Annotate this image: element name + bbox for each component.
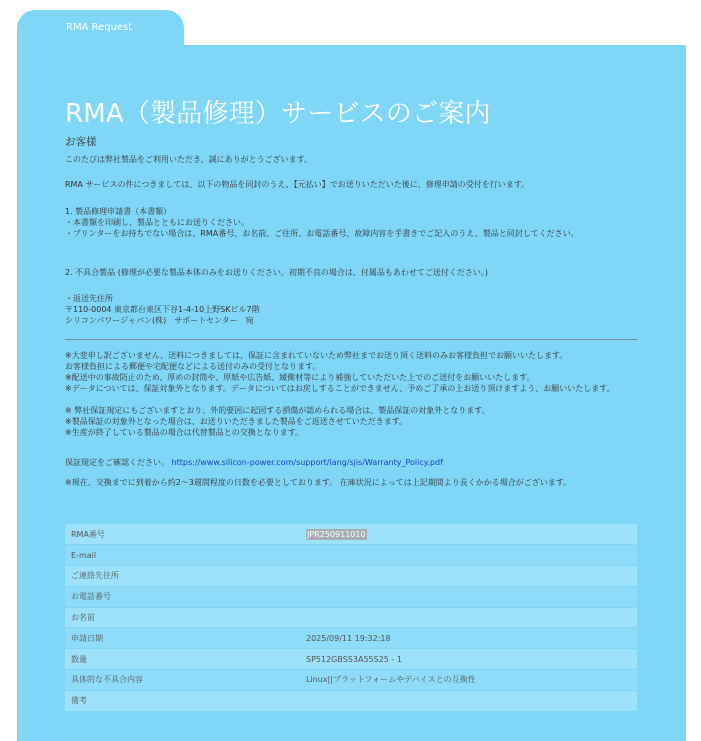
warranty-label: 保証規定をご確認ください。 (65, 458, 169, 467)
intro-text: このたびは弊社製品をご利用いただき、誠にありがとうございます。 (65, 155, 313, 164)
item1-line1: ・本書類を印刷し、製品とともにお送りください。 (65, 218, 249, 227)
rma-number-value: JPR250911010 (307, 529, 366, 539)
lead-time-note: ※現在、交換までに到着から約2～3週間程度の日数を必要としております。 在庫状況によっては上記期間より長くかかる場合がございます。 (65, 478, 572, 487)
rma-number-value-cell (300, 524, 637, 545)
phone-label: お電話番号 (65, 586, 300, 607)
warranty-line (65, 457, 443, 468)
issue-detail-label: 具体的な不具合内容 (65, 670, 300, 691)
name-value (300, 607, 637, 628)
phone-value (300, 586, 637, 607)
address-recipient: シリコンパワージャパン(株) サポートセンター 宛 (65, 316, 254, 325)
item2-text: 2. 不具合製品 (修理が必要な製品本体のみをお送りください。初期不良の場合は、付属品もあわせてご送付ください。) (65, 268, 488, 277)
email-value (300, 545, 637, 566)
tab-label: RMA Request (66, 22, 133, 33)
rma-info-table (65, 524, 637, 712)
email-label: E-mail (65, 545, 300, 566)
quantity-label: 数量 (65, 649, 300, 670)
note-packaging: ※配送中の事故防止のため、厚めの封筒や、厚紙や広告紙、緩衝材等により補強していただいた上でのご送付をお願いいたします。 (65, 373, 535, 382)
address-postal: 〒110-0004 東京都台東区下谷1-4-10上野SKビル7階 (65, 305, 260, 314)
tab-rma-request[interactable] (17, 10, 184, 46)
item1-line2: ・プリンターをお持ちでない場合は、RMA番号、お名前、ご住所、お電話番号、故障内容を手書きでご記入のうえ、製品と同封してください。 (65, 229, 579, 238)
table-row (65, 690, 637, 711)
warranty-policy-link[interactable]: https://www.silicon-power.com/support/lang/sjis/Warranty_Policy.pdf (171, 458, 443, 467)
note-shipping-cost: ※大変申し訳ございません、送料につきましては、保証に含まれていないため弊社までお送り頂く送料のみお客様負担でお願いいたします。 (65, 351, 568, 360)
table-row (65, 566, 637, 587)
remarks-label: 備考 (65, 690, 300, 711)
application-date-label: 申請日期 (65, 628, 300, 649)
note-data: ※データについては、保証対象外となります。データについてはお戻しすることができません、予めご了承の上お送り頂けますよう、お願いいたします。 (65, 384, 615, 393)
address-label: ・返送先住所 (65, 294, 113, 303)
table-row (65, 670, 637, 691)
table-row (65, 524, 637, 545)
note-return: ※製品保証の対象外となった場合は、お送りいただきました製品をご返送させていただきます。 (65, 417, 408, 426)
item1-title: 1. 製品修理申請書（本書類） (65, 207, 172, 216)
page-title: RMA（製品修理）サービスのご案内 (65, 99, 491, 129)
quantity-value: SP512GBSS3A55S25 - 1 (300, 649, 637, 670)
rma-notice: RMA サービスの件につきましては、以下の物品を同封のうえ、【元払い】でお送りいただいた後に、修理申請の受付を行います。 (65, 180, 530, 189)
note-shipping-method: お客様負担による郵便や宅配便などによる送付のみの受付となります。 (65, 362, 321, 371)
divider (65, 339, 637, 340)
name-label: お名前 (65, 607, 300, 628)
table-row (65, 586, 637, 607)
greeting: お客様 (65, 136, 97, 148)
note-discontinued: ※生産が終了している製品の場合は代替製品との交換となります。 (65, 428, 304, 437)
table-row (65, 545, 637, 566)
note-warranty-exclusion: ※ 弊社保証規定にもございますとおり、外的要因に起因する損傷が認められる場合は、製品保証の対象外となります。 (65, 406, 490, 415)
contact-address-label: ご連絡先住所 (65, 566, 300, 587)
application-date-value: 2025/09/11 19:32:18 (300, 628, 637, 649)
issue-detail-value: Linux||プラットフォームやデバイスとの互換性 (300, 670, 637, 691)
contact-address-value (300, 566, 637, 587)
table-row (65, 628, 637, 649)
rma-number-label: RMA番号 (65, 524, 300, 545)
table-row (65, 607, 637, 628)
content-panel (17, 45, 686, 741)
remarks-value (300, 690, 637, 711)
table-row (65, 649, 637, 670)
